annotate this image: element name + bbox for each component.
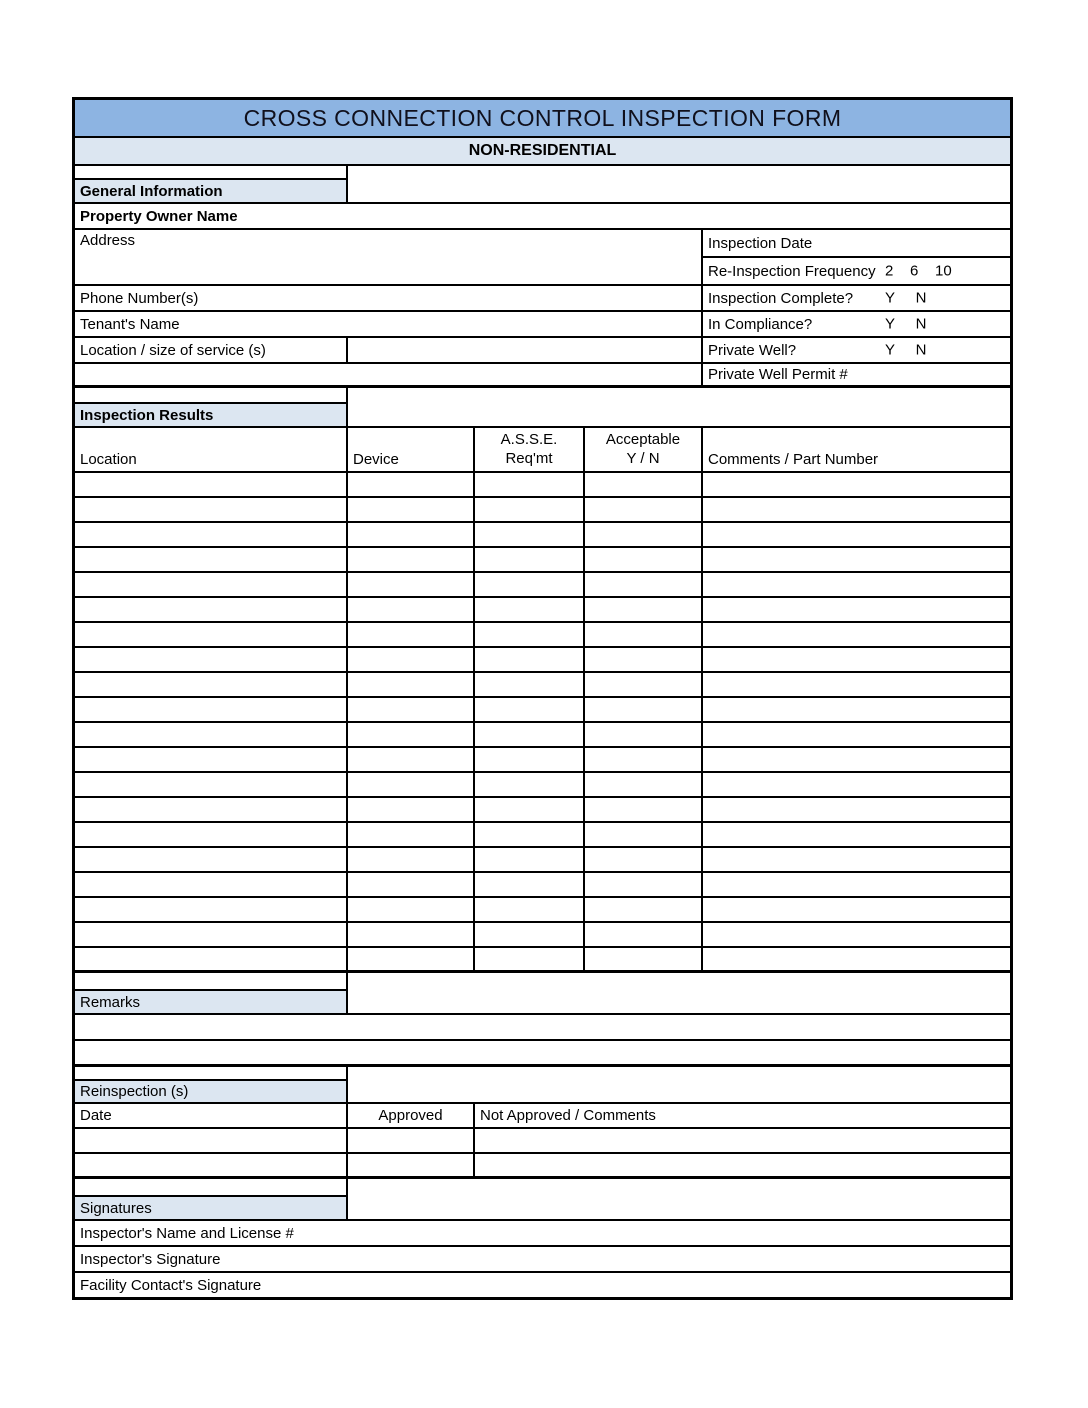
acceptable-cell[interactable] — [585, 773, 703, 796]
comments-cell[interactable] — [703, 948, 1010, 970]
acceptable-cell[interactable] — [585, 848, 703, 871]
reinspection-approved-cell[interactable] — [348, 1129, 475, 1152]
remarks-entry-cell[interactable] — [75, 1041, 1010, 1064]
acceptable-cell[interactable] — [585, 873, 703, 896]
comments-cell[interactable] — [703, 598, 1010, 621]
general-information-header — [75, 178, 348, 202]
signatures-header — [75, 1195, 348, 1219]
general-information-label: General Information — [80, 182, 223, 200]
spacer-row — [75, 388, 1010, 402]
comments-cell[interactable] — [703, 848, 1010, 871]
location-cell[interactable] — [75, 498, 348, 521]
column-divider — [346, 1179, 348, 1195]
column-divider — [346, 1067, 348, 1079]
comments-cell[interactable] — [703, 573, 1010, 596]
inspection-table-row — [75, 848, 1010, 873]
inspection-table-row — [75, 698, 1010, 723]
inspection-date-field[interactable] — [703, 230, 1010, 258]
column-divider — [346, 388, 348, 402]
form-subtitle-bar — [75, 138, 1010, 166]
inspection-complete-options[interactable]: Y N — [885, 289, 927, 307]
acceptable-cell[interactable] — [585, 798, 703, 821]
asse-reqmt-cell[interactable] — [475, 848, 585, 871]
location-cell[interactable] — [75, 823, 348, 846]
asse-reqmt-cell[interactable] — [475, 773, 585, 796]
address-label: Address — [80, 232, 136, 249]
form-title: CROSS CONNECTION CONTROL INSPECTION FORM — [243, 104, 842, 131]
inspection-table-row — [75, 773, 1010, 798]
location-cell[interactable] — [75, 598, 348, 621]
remarks-entry-cell[interactable] — [75, 1015, 1010, 1039]
section-reinspection — [75, 1079, 1010, 1104]
inspection-table-row — [75, 873, 1010, 898]
private-well-permit-label: Private Well Permit # — [708, 366, 848, 383]
comments-cell[interactable] — [703, 923, 1010, 946]
reinspection-frequency-label: Re-Inspection Frequency — [708, 262, 876, 280]
acceptable-cell[interactable] — [585, 573, 703, 596]
comments-cell[interactable] — [703, 698, 1010, 721]
comments-cell[interactable] — [703, 898, 1010, 921]
device-cell[interactable] — [348, 498, 475, 521]
asse-reqmt-cell[interactable] — [475, 898, 585, 921]
comments-cell[interactable] — [703, 673, 1010, 696]
column-header-acceptable — [585, 428, 703, 471]
reinspection-row — [75, 1129, 1010, 1154]
reinspection-row — [75, 1154, 1010, 1179]
device-cell[interactable] — [348, 648, 475, 671]
device-cell[interactable] — [348, 473, 475, 496]
location-cell[interactable] — [75, 948, 348, 970]
in-compliance-options[interactable]: Y N — [885, 315, 927, 333]
inspection-table-row — [75, 623, 1010, 648]
location-cell[interactable] — [75, 523, 348, 546]
asse-reqmt-cell[interactable] — [475, 948, 585, 970]
section-general-information — [75, 178, 1010, 204]
inspection-table-row — [75, 548, 1010, 573]
address-right-column — [703, 230, 1010, 284]
acceptable-cell[interactable] — [585, 673, 703, 696]
device-cell[interactable] — [348, 873, 475, 896]
comments-cell[interactable] — [703, 523, 1010, 546]
private-well-permit-row — [75, 364, 1010, 388]
location-cell[interactable] — [75, 698, 348, 721]
column-header-approved: Approved — [348, 1104, 475, 1127]
reinspection-frequency-field[interactable] — [703, 258, 1010, 284]
reinspection-approved-cell[interactable] — [348, 1154, 475, 1176]
location-cell[interactable] — [75, 923, 348, 946]
reinspection-header — [75, 1079, 348, 1102]
form-title-bar — [75, 100, 1010, 138]
section-inspection-results — [75, 402, 1010, 428]
phone-row — [75, 286, 1010, 312]
comments-cell[interactable] — [703, 723, 1010, 746]
acceptable-cell[interactable] — [585, 598, 703, 621]
acceptable-cell[interactable] — [585, 823, 703, 846]
inspection-table-row — [75, 598, 1010, 623]
facility-contact-signature-label: Facility Contact's Signature — [80, 1276, 262, 1294]
inspection-date-label: Inspection Date — [708, 234, 813, 252]
asse-reqmt-cell[interactable] — [475, 573, 585, 596]
inspection-table-row — [75, 898, 1010, 923]
location-cell[interactable] — [75, 673, 348, 696]
device-cell[interactable] — [348, 523, 475, 546]
device-cell[interactable] — [348, 948, 475, 970]
asse-reqmt-cell[interactable] — [475, 798, 585, 821]
location-size-field[interactable] — [348, 338, 703, 362]
asse-reqmt-cell[interactable] — [475, 648, 585, 671]
spacer-row — [75, 1067, 1010, 1079]
asse-header-line1: A.S.S.E. — [500, 431, 558, 448]
section-signatures — [75, 1195, 1010, 1221]
inspection-table-row — [75, 723, 1010, 748]
inspection-table-row — [75, 748, 1010, 773]
spacer-row — [75, 166, 1010, 178]
comments-cell[interactable] — [703, 473, 1010, 496]
acceptable-cell[interactable] — [585, 923, 703, 946]
asse-reqmt-cell[interactable] — [475, 598, 585, 621]
device-cell[interactable] — [348, 798, 475, 821]
device-cell[interactable] — [348, 548, 475, 571]
tenant-name-label: Tenant's Name — [80, 315, 180, 333]
acceptable-cell[interactable] — [585, 498, 703, 521]
signatures-label: Signatures — [80, 1199, 152, 1217]
inspection-table-row — [75, 648, 1010, 673]
form-subtitle: NON-RESIDENTIAL — [468, 142, 617, 159]
inspection-complete-label: Inspection Complete? — [708, 289, 854, 307]
device-cell[interactable] — [348, 823, 475, 846]
facility-contact-signature-row[interactable] — [75, 1273, 1010, 1297]
remarks-label: Remarks — [80, 993, 141, 1011]
inspector-name-row[interactable] — [75, 1221, 1010, 1247]
reinspection-label: Reinspection (s) — [80, 1083, 189, 1100]
inspection-table-row — [75, 573, 1010, 598]
inspection-table-row — [75, 823, 1010, 848]
asse-reqmt-cell[interactable] — [475, 923, 585, 946]
column-header-not-approved: Not Approved / Comments — [480, 1107, 656, 1124]
location-cell[interactable] — [75, 748, 348, 771]
location-cell[interactable] — [75, 898, 348, 921]
inspection-results-header — [75, 402, 348, 426]
asse-reqmt-cell[interactable] — [475, 498, 585, 521]
property-owner-label: Property Owner Name — [80, 207, 238, 225]
acceptable-cell[interactable] — [585, 748, 703, 771]
inspection-table-header — [75, 428, 1010, 473]
remarks-header — [75, 989, 348, 1013]
location-cell[interactable] — [75, 648, 348, 671]
comments-cell[interactable] — [703, 798, 1010, 821]
acceptable-cell[interactable] — [585, 948, 703, 970]
location-size-label: Location / size of service (s) — [75, 338, 348, 362]
asse-reqmt-cell[interactable] — [475, 623, 585, 646]
device-cell[interactable] — [348, 848, 475, 871]
location-cell[interactable] — [75, 573, 348, 596]
inspection-table-row — [75, 523, 1010, 548]
inspection-table-row — [75, 498, 1010, 523]
inspector-signature-label: Inspector's Signature — [80, 1250, 221, 1268]
device-cell[interactable] — [348, 598, 475, 621]
device-cell[interactable] — [348, 573, 475, 596]
location-cell[interactable] — [75, 873, 348, 896]
acceptable-cell[interactable] — [585, 523, 703, 546]
device-cell[interactable] — [348, 673, 475, 696]
device-cell[interactable] — [348, 723, 475, 746]
acceptable-cell[interactable] — [585, 648, 703, 671]
phone-label: Phone Number(s) — [80, 289, 199, 307]
inspector-signature-row[interactable] — [75, 1247, 1010, 1273]
device-cell[interactable] — [348, 748, 475, 771]
acceptable-cell[interactable] — [585, 623, 703, 646]
asse-reqmt-cell[interactable] — [475, 823, 585, 846]
asse-reqmt-cell[interactable] — [475, 673, 585, 696]
remarks-row — [75, 1015, 1010, 1041]
column-header-date: Date — [75, 1104, 348, 1127]
column-header-device: Device — [348, 428, 475, 471]
asse-reqmt-cell[interactable] — [475, 548, 585, 571]
private-well-options[interactable]: Y N — [885, 341, 927, 359]
device-cell[interactable] — [348, 898, 475, 921]
asse-reqmt-cell[interactable] — [475, 698, 585, 721]
acceptable-header-line1: Acceptable — [605, 431, 681, 448]
asse-header-line2: Req'mt — [505, 450, 553, 467]
acceptable-cell[interactable] — [585, 473, 703, 496]
acceptable-cell[interactable] — [585, 698, 703, 721]
reinspection-table-header — [75, 1104, 1010, 1129]
device-cell[interactable] — [348, 773, 475, 796]
location-cell[interactable] — [75, 773, 348, 796]
comments-cell[interactable] — [703, 823, 1010, 846]
asse-reqmt-cell[interactable] — [475, 523, 585, 546]
spacer-row — [75, 973, 1010, 989]
reinspection-date-cell[interactable] — [75, 1154, 348, 1176]
tenant-name-field[interactable] — [75, 312, 703, 336]
inspection-table-row — [75, 673, 1010, 698]
device-cell[interactable] — [348, 923, 475, 946]
comments-cell[interactable] — [703, 623, 1010, 646]
inspection-results-label: Inspection Results — [80, 406, 214, 424]
section-remarks — [75, 989, 1010, 1015]
location-cell[interactable] — [75, 548, 348, 571]
asse-reqmt-cell[interactable] — [475, 873, 585, 896]
address-field[interactable] — [75, 230, 703, 284]
location-cell[interactable] — [75, 723, 348, 746]
cross-connection-inspection-form — [72, 97, 1013, 1300]
reinspection-date-cell[interactable] — [75, 1129, 348, 1152]
reinspection-comments-cell[interactable] — [475, 1129, 1010, 1152]
column-header-asse-reqmt — [475, 428, 585, 471]
acceptable-cell[interactable] — [585, 723, 703, 746]
inspection-table-row — [75, 473, 1010, 498]
column-header-location: Location — [75, 428, 348, 471]
reinspection-comments-cell[interactable] — [475, 1154, 1010, 1176]
private-well-permit-field[interactable] — [703, 364, 1010, 385]
location-cell[interactable] — [75, 798, 348, 821]
comments-cell[interactable] — [703, 748, 1010, 771]
in-compliance-label: In Compliance? — [708, 315, 813, 333]
acceptable-cell[interactable] — [585, 898, 703, 921]
asse-reqmt-cell[interactable] — [475, 723, 585, 746]
location-size-extra-field[interactable] — [75, 364, 703, 385]
asse-reqmt-cell[interactable] — [475, 473, 585, 496]
inspector-name-label: Inspector's Name and License # — [80, 1224, 294, 1242]
inspection-table-row — [75, 798, 1010, 823]
comments-cell[interactable] — [703, 548, 1010, 571]
location-cell[interactable] — [75, 473, 348, 496]
location-cell[interactable] — [75, 623, 348, 646]
location-service-row — [75, 338, 1010, 364]
device-cell[interactable] — [348, 623, 475, 646]
reinspection-frequency-options[interactable]: 2 6 10 — [885, 262, 952, 280]
private-well-label: Private Well? — [708, 341, 797, 359]
property-owner-row[interactable] — [75, 204, 1010, 230]
inspection-table-row — [75, 923, 1010, 948]
acceptable-header-line2: Y / N — [626, 450, 660, 467]
column-divider — [346, 166, 348, 178]
location-cell[interactable] — [75, 848, 348, 871]
in-compliance-field[interactable] — [703, 312, 1010, 336]
spacer-row — [75, 1179, 1010, 1195]
comments-cell[interactable] — [703, 498, 1010, 521]
device-cell[interactable] — [348, 698, 475, 721]
comments-cell[interactable] — [703, 873, 1010, 896]
column-divider — [346, 973, 348, 989]
inspection-complete-field[interactable] — [703, 286, 1010, 310]
phone-field[interactable] — [75, 286, 703, 310]
inspection-table-row — [75, 948, 1010, 973]
comments-cell[interactable] — [703, 773, 1010, 796]
private-well-field[interactable] — [703, 338, 1010, 362]
reinspection-body — [75, 1129, 1010, 1179]
comments-cell[interactable] — [703, 648, 1010, 671]
column-header-comments: Comments / Part Number — [708, 451, 879, 468]
remarks-row — [75, 1041, 1010, 1067]
acceptable-cell[interactable] — [585, 548, 703, 571]
asse-reqmt-cell[interactable] — [475, 748, 585, 771]
address-row — [75, 230, 1010, 286]
remarks-body — [75, 1015, 1010, 1067]
tenant-row — [75, 312, 1010, 338]
inspection-table-body — [75, 473, 1010, 973]
